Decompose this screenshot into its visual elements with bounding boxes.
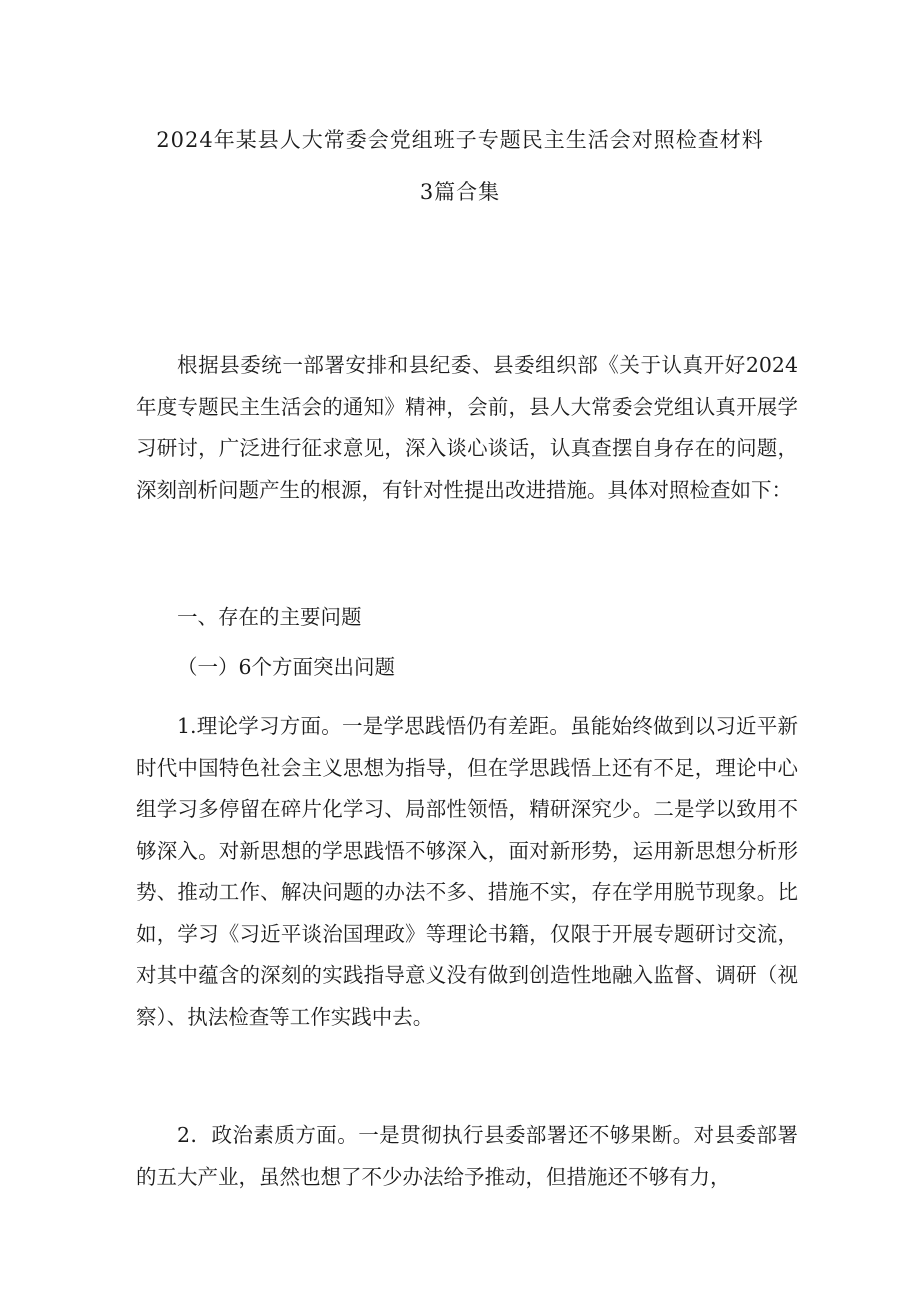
document-subtitle: 3篇合集 [419,180,501,204]
section-heading: 一、存在的主要问题 [177,605,362,629]
paragraph-theory-study: 1.理论学习方面。一是学思践悟仍有差距。虽能始终做到以习近平新时代中国特色社会主义思想为指导，但在学思践悟上还有不足，理论中心组学习多停留在碎片化学习、局部性领悟，精研深究少。二是学以致用不够深入。对新思想的学思践悟不够深入，面对新形势，运用新思想分析形势、推动工作、解决问题的办法不多、措施不实，存在学用脱节现象。比如，学习《习近平谈治国理政》等理论书籍，仅限于开展专题研讨交流，对其中蕴含的深刻的实践指导意义没有做到创造性地融入监督、调研（视察）、执法检查等工作实践中去。 [136,714,798,1029]
document-title: 2024年某县人大常委会党组班子专题民主生活会对照检查材料 [156,128,764,152]
subsection-heading: （一）6个方面突出问题 [177,655,396,679]
intro-paragraph: 根据县委统一部署安排和县纪委、县委组织部《关于认真开好2024年度专题民主生活会的通知》精神，会前，县人大常委会党组认真开展学习研讨，广泛进行征求意见，深入谈心谈话，认真查摆自身存在的问题，深刻剖析问题产生的根源，有针对性提出改进措施。具体对照检查如下： [136,353,798,502]
paragraph-political-quality: 2．政治素质方面。一是贯彻执行县委部署还不够果断。对县委部署的五大产业，虽然也想了不少办法给予推动，但措施还不够有力， [136,1123,798,1189]
